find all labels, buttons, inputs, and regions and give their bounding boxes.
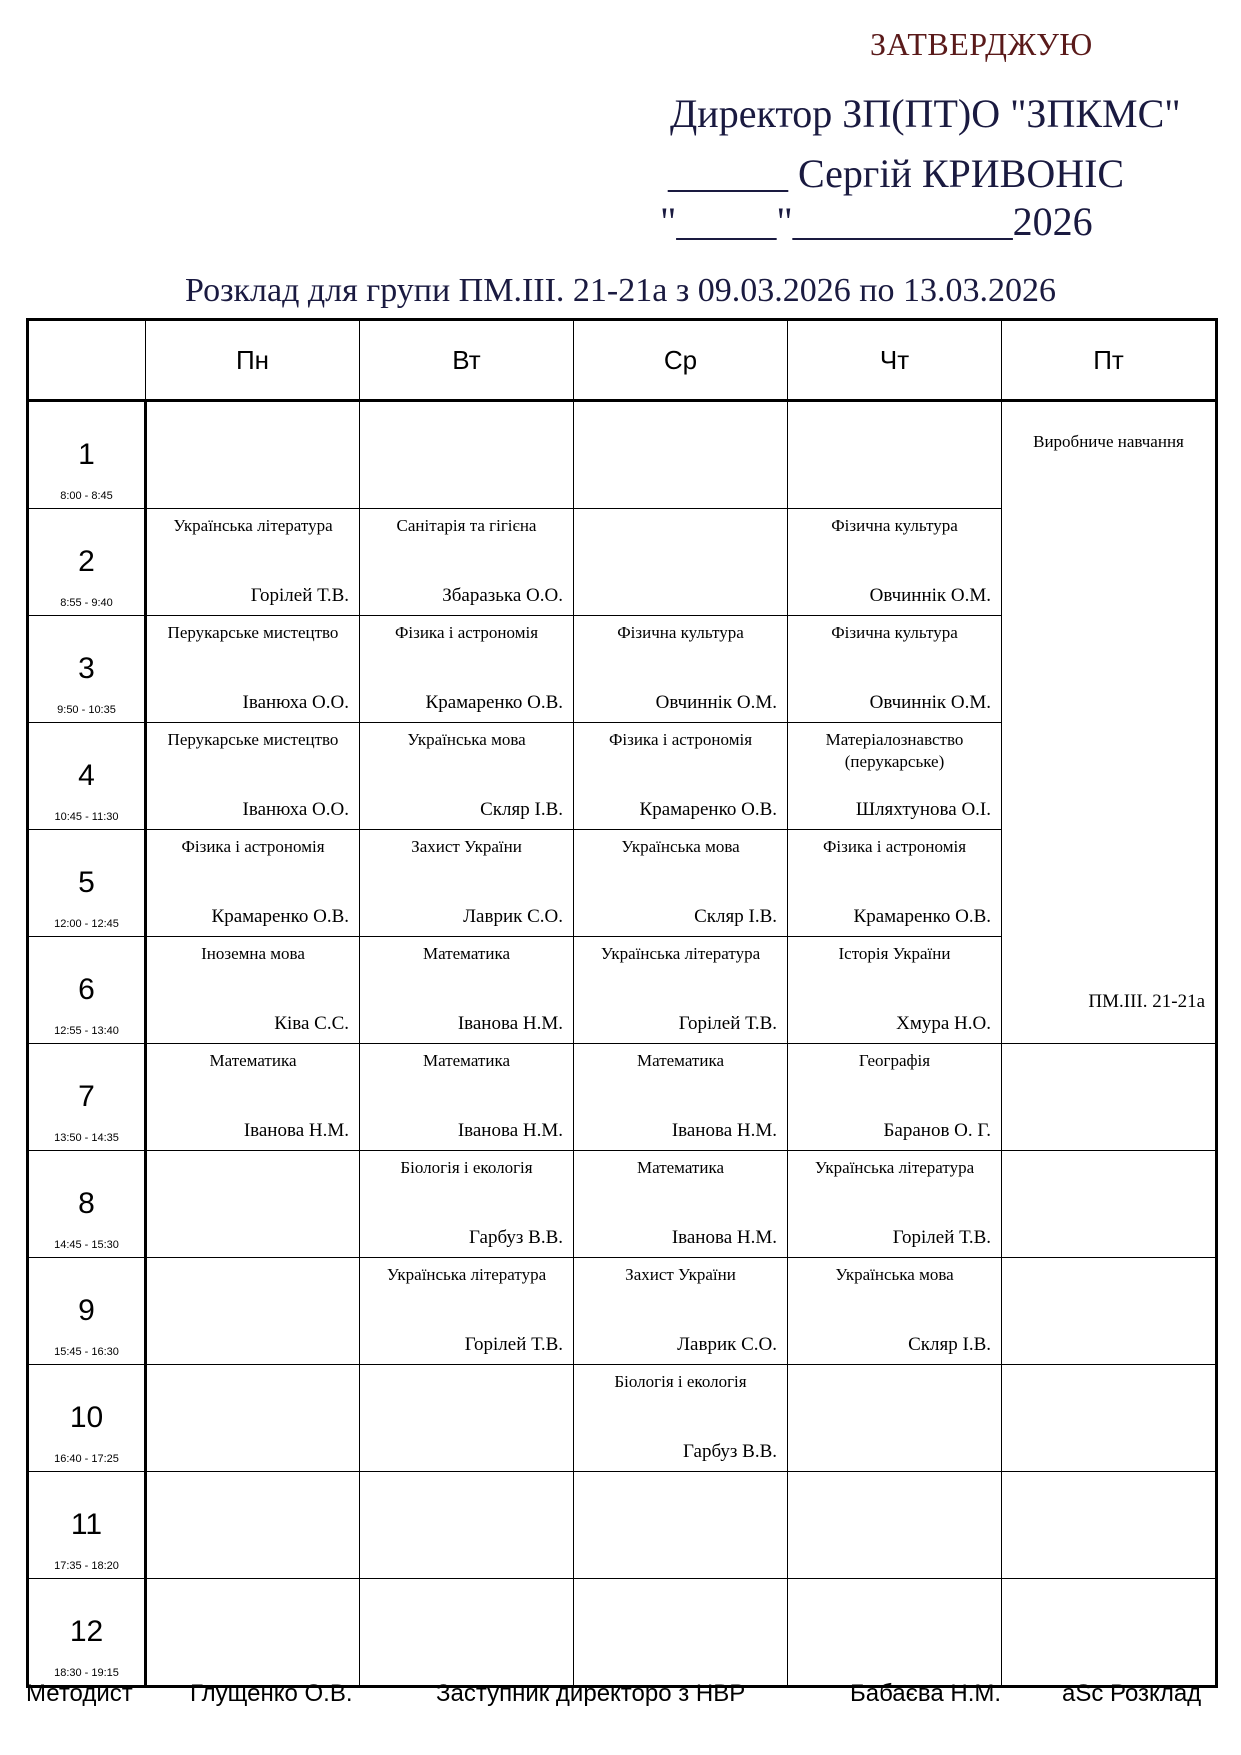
lesson-cell	[574, 616, 788, 723]
period-cell	[28, 1472, 146, 1579]
lesson-cell	[1002, 1579, 1217, 1687]
lesson-subject: Математика	[209, 1051, 297, 1070]
lesson-cell	[146, 723, 360, 830]
lesson-cell	[360, 1151, 574, 1258]
lesson-cell	[360, 1579, 574, 1687]
period-time: 9:50 - 10:35	[57, 704, 116, 716]
lesson-teacher: Горілей Т.В.	[678, 1013, 777, 1034]
lesson-teacher: Хмура Н.О.	[896, 1013, 991, 1034]
lesson-cell	[146, 616, 360, 723]
lesson-teacher: Ківа С.С.	[274, 1013, 349, 1034]
lesson-subject: Українська мова	[621, 837, 740, 856]
period-cell	[28, 1258, 146, 1365]
corner-cell	[28, 320, 146, 401]
lesson-cell	[574, 830, 788, 937]
lesson-cell	[146, 509, 360, 616]
period-number: 9	[78, 1294, 95, 1327]
period-row	[28, 1472, 1217, 1579]
lesson-subject: Біологія і екологія	[614, 1372, 747, 1391]
lesson-subject: Математика	[636, 1158, 725, 1177]
lesson-teacher: Скляр І.В.	[694, 906, 777, 927]
lesson-teacher: Баранов О. Г.	[883, 1120, 991, 1141]
lesson-cell	[146, 1579, 360, 1687]
lesson-cell	[788, 1365, 1002, 1472]
lesson-cell	[788, 1258, 1002, 1365]
lesson-cell	[574, 1151, 788, 1258]
footer-deputy-name: Бабаєва Н.М.	[850, 1680, 1002, 1707]
period-time: 14:45 - 15:30	[54, 1239, 119, 1251]
period-number: 7	[78, 1080, 95, 1113]
day-header-fri: Пт	[1002, 320, 1217, 401]
lesson-teacher: Горілей Т.В.	[892, 1227, 991, 1248]
period-row	[28, 1258, 1217, 1365]
lesson-cell	[788, 616, 1002, 723]
lesson-cell	[574, 723, 788, 830]
lesson-teacher: Іванова Н.М.	[457, 1013, 563, 1034]
footer-software: aSc Розклад	[1062, 1680, 1202, 1707]
lesson-cell	[360, 616, 574, 723]
lesson-cell	[146, 401, 360, 509]
lesson-teacher: Крамаренко О.В.	[853, 906, 991, 927]
period-cell	[28, 1151, 146, 1258]
lesson-teacher: Крамаренко О.В.	[639, 799, 777, 820]
lesson-subject: Українська мова	[835, 1265, 954, 1284]
period-row	[28, 1365, 1217, 1472]
period-number: 4	[78, 759, 95, 792]
signature-line: ______ Сергій КРИВОНІС	[668, 151, 1125, 196]
lesson-cell	[146, 1258, 360, 1365]
period-number: 5	[78, 866, 95, 899]
lesson-subject: Фізична культура	[831, 623, 958, 642]
friday-subject: Виробниче навчання	[1033, 432, 1184, 451]
period-time: 8:55 - 9:40	[60, 597, 113, 609]
lesson-cell	[788, 1579, 1002, 1687]
approve-stamp: ЗАТВЕРДЖУЮ	[870, 26, 1093, 62]
period-cell	[28, 509, 146, 616]
lesson-cell	[360, 1365, 574, 1472]
lesson-teacher: Іванова Н.М.	[243, 1120, 349, 1141]
period-row	[28, 401, 1217, 509]
lesson-cell	[574, 401, 788, 509]
lesson-subject: Математика	[422, 944, 511, 963]
period-cell	[28, 937, 146, 1044]
period-cell	[28, 1579, 146, 1687]
lesson-cell	[360, 830, 574, 937]
lesson-cell	[1002, 1044, 1217, 1151]
period-number: 12	[69, 1615, 104, 1648]
footer-deputy-label: Заступник директоро з НВР	[436, 1680, 746, 1707]
lesson-teacher: Скляр І.В.	[480, 799, 563, 820]
lesson-teacher: Лаврик С.О.	[677, 1334, 777, 1355]
lesson-cell	[360, 1044, 574, 1151]
lesson-cell	[788, 1151, 1002, 1258]
lesson-teacher: Скляр І.В.	[908, 1334, 991, 1355]
lesson-teacher: Овчиннік О.М.	[655, 692, 777, 713]
lesson-cell	[146, 830, 360, 937]
period-time: 10:45 - 11:30	[54, 811, 119, 823]
lesson-teacher: Іванюха О.О.	[242, 692, 349, 713]
lesson-subject: Фізика і астрономія	[181, 837, 325, 856]
period-time: 16:40 - 17:25	[54, 1453, 119, 1465]
day-header-tue: Вт	[360, 320, 574, 401]
friday-practice-block	[1002, 401, 1217, 1044]
period-time: 17:35 - 18:20	[54, 1560, 119, 1572]
lesson-cell	[574, 1258, 788, 1365]
period-cell	[28, 1044, 146, 1151]
lesson-subject: Фізична культура	[831, 516, 958, 535]
lesson-cell	[788, 830, 1002, 937]
day-header-wed: Ср	[574, 320, 788, 401]
period-number: 11	[70, 1508, 103, 1541]
lesson-cell	[788, 509, 1002, 616]
lesson-cell	[360, 1258, 574, 1365]
lesson-cell	[360, 401, 574, 509]
period-time: 13:50 - 14:35	[54, 1132, 119, 1144]
lesson-subject: Захист України	[411, 837, 522, 856]
day-header-mon: Пн	[146, 320, 360, 401]
date-line: "_____"___________2026	[660, 199, 1093, 244]
period-number: 1	[78, 438, 95, 471]
lesson-teacher: Овчиннік О.М.	[869, 692, 991, 713]
lesson-subject: Фізика і астрономія	[608, 730, 753, 749]
lesson-cell	[574, 1044, 788, 1151]
lesson-subject: Математика	[636, 1051, 725, 1070]
lesson-subject: Матеріалознавство (перукарське)	[825, 730, 964, 771]
lesson-cell	[360, 937, 574, 1044]
lesson-subject: Українська література	[600, 944, 761, 963]
lesson-subject: Перукарське мистецтво	[167, 623, 339, 642]
period-number: 3	[78, 652, 95, 685]
period-cell	[28, 1365, 146, 1472]
schedule-title: Розклад для групи ПМ.ІІІ. 21-21а з 09.03.2026 по 13.03.2026	[185, 272, 1056, 309]
lesson-cell	[788, 401, 1002, 509]
lesson-subject: Українська література	[173, 516, 333, 535]
period-number: 8	[78, 1187, 95, 1220]
period-time: 12:55 - 13:40	[54, 1025, 119, 1037]
period-time: 8:00 - 8:45	[60, 490, 113, 502]
period-cell	[28, 723, 146, 830]
friday-group: ПМ.ІІІ. 21-21а	[1088, 991, 1205, 1012]
lesson-teacher: Іванова Н.М.	[457, 1120, 563, 1141]
lesson-subject: Захист України	[625, 1265, 736, 1284]
lesson-teacher: Іванюха О.О.	[242, 799, 349, 820]
period-number: 2	[78, 545, 95, 578]
lesson-cell	[574, 509, 788, 616]
period-cell	[28, 401, 146, 509]
lesson-teacher: Збаразька О.О.	[442, 585, 563, 606]
period-cell	[28, 830, 146, 937]
lesson-subject: Географія	[858, 1051, 931, 1070]
lesson-cell	[146, 1365, 360, 1472]
lesson-teacher: Горілей Т.В.	[250, 585, 349, 606]
period-row	[28, 1044, 1217, 1151]
lesson-teacher: Гарбуз В.В.	[683, 1441, 777, 1462]
lesson-subject: Фізика і астрономія	[822, 837, 967, 856]
lesson-cell	[788, 723, 1002, 830]
period-row	[28, 1579, 1217, 1687]
footer-methodist-label: Методист	[26, 1680, 133, 1707]
lesson-cell	[1002, 1472, 1217, 1579]
lesson-cell	[1002, 1258, 1217, 1365]
lesson-subject: Фізика і астрономія	[394, 623, 539, 642]
lesson-teacher: Іванова Н.М.	[671, 1227, 777, 1248]
period-number: 10	[69, 1401, 104, 1434]
lesson-cell	[360, 509, 574, 616]
lesson-cell	[788, 937, 1002, 1044]
lesson-cell	[574, 1579, 788, 1687]
period-row	[28, 1151, 1217, 1258]
period-number: 6	[78, 973, 95, 1006]
lesson-cell	[360, 1472, 574, 1579]
lesson-cell	[574, 1365, 788, 1472]
lesson-subject: Українська мова	[407, 730, 526, 749]
lesson-teacher: Крамаренко О.В.	[211, 906, 349, 927]
lesson-cell	[574, 1472, 788, 1579]
lesson-subject: Математика	[422, 1051, 511, 1070]
lesson-teacher: Гарбуз В.В.	[469, 1227, 563, 1248]
lesson-subject: Історія України	[838, 944, 951, 963]
lesson-cell	[788, 1472, 1002, 1579]
lesson-teacher: Лаврик С.О.	[463, 906, 563, 927]
lesson-subject: Фізична культура	[617, 623, 744, 642]
lesson-cell	[146, 937, 360, 1044]
lesson-subject: Санітарія та гігієна	[396, 516, 537, 535]
lesson-teacher: Іванова Н.М.	[671, 1120, 777, 1141]
lesson-teacher: Шляхтунова О.І.	[855, 799, 991, 820]
lesson-subject: Перукарське мистецтво	[167, 730, 339, 749]
period-time: 15:45 - 16:30	[54, 1346, 119, 1358]
schedule-table	[26, 318, 1218, 1688]
lesson-subject: Біологія і екологія	[400, 1158, 533, 1177]
lesson-subject: Українська література	[814, 1158, 975, 1177]
period-time: 18:30 - 19:15	[54, 1667, 119, 1679]
lesson-cell	[146, 1044, 360, 1151]
director-title: Директор ЗП(ПТ)О "ЗПКМС"	[670, 91, 1181, 136]
footer-methodist-name: Глущенко О.В.	[190, 1680, 353, 1707]
lesson-cell	[360, 723, 574, 830]
lesson-cell	[146, 1151, 360, 1258]
lesson-cell	[574, 937, 788, 1044]
lesson-cell	[1002, 1365, 1217, 1472]
lesson-teacher: Овчиннік О.М.	[869, 585, 991, 606]
lesson-subject: Іноземна мова	[201, 944, 305, 963]
lesson-teacher: Горілей Т.В.	[464, 1334, 563, 1355]
lesson-cell	[788, 1044, 1002, 1151]
lesson-cell	[1002, 1151, 1217, 1258]
day-header-thu: Чт	[788, 320, 1002, 401]
lesson-teacher: Крамаренко О.В.	[425, 692, 563, 713]
lesson-subject: Українська література	[386, 1265, 547, 1284]
period-time: 12:00 - 12:45	[54, 918, 119, 930]
period-cell	[28, 616, 146, 723]
lesson-cell	[146, 1472, 360, 1579]
